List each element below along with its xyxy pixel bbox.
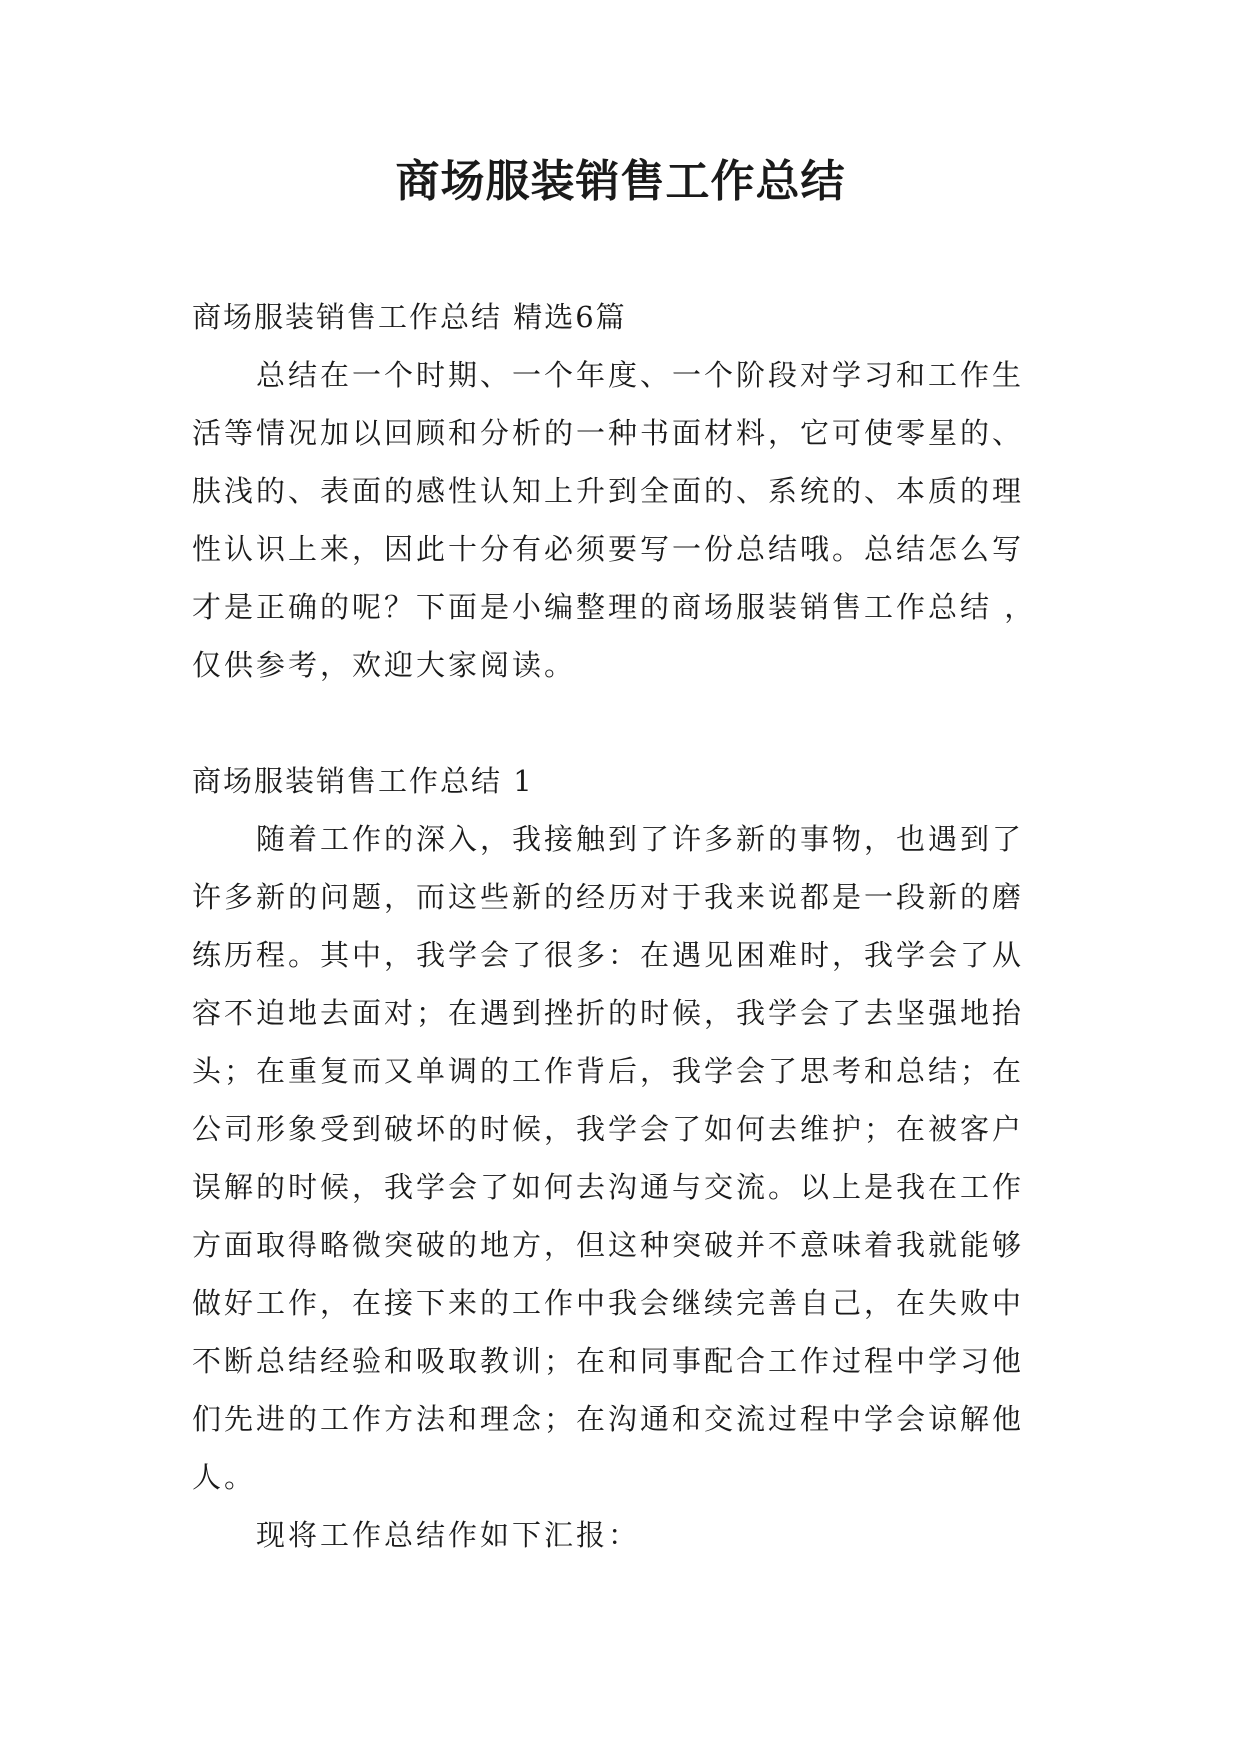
section-paragraph — [192, 810, 1072, 1506]
paragraph-line: 不断总结经验和吸取教训；在和同事配合工作过程中学习他 — [192, 1344, 1025, 1378]
section-heading: 商场服装销售工作总结 1 — [192, 764, 534, 798]
intro-line: 活等情况加以回顾和分析的一种书面材料，它可使零星的、 — [192, 416, 1025, 450]
document-title: 商场服装销售工作总结 — [395, 156, 846, 207]
paragraph-line: 公司形象受到破坏的时候，我学会了如何去维护；在被客户 — [192, 1112, 1025, 1146]
paragraph-line: 头；在重复而又单调的工作背后，我学会了思考和总结；在 — [192, 1054, 1025, 1088]
paragraph-line: 随着工作的深入，我接触到了许多新的事物，也遇到了 — [256, 822, 1025, 856]
paragraph-line: 容不迫地去面对；在遇到挫折的时候，我学会了去坚强地抬 — [192, 996, 1025, 1030]
document-body — [192, 288, 1072, 1564]
subtitle: 商场服装销售工作总结 精选6篇 — [192, 300, 627, 334]
report-intro: 现将工作总结作如下汇报： — [256, 1518, 641, 1552]
paragraph-line: 许多新的问题，而这些新的经历对于我来说都是一段新的磨 — [192, 880, 1025, 914]
intro-line: 仅供参考，欢迎大家阅读。 — [192, 648, 577, 682]
paragraph-line: 方面取得略微突破的地方，但这种突破并不意味着我就能够 — [192, 1228, 1025, 1262]
intro-paragraph — [192, 346, 1072, 694]
paragraph-line: 人。 — [192, 1460, 257, 1494]
intro-line: 肤浅的、表面的感性认知上升到全面的、系统的、本质的理 — [192, 474, 1025, 508]
intro-line: 总结在一个时期、一个年度、一个阶段对学习和工作生 — [256, 358, 1025, 392]
intro-line: 才是正确的呢？下面是小编整理的商场服装销售工作总结 ， — [192, 590, 1037, 624]
paragraph-line: 误解的时候，我学会了如何去沟通与交流。以上是我在工作 — [192, 1170, 1025, 1204]
paragraph-gap — [192, 694, 1072, 752]
intro-line: 性认识上来，因此十分有必须要写一份总结哦。总结怎么写 — [192, 532, 1025, 566]
paragraph-line: 做好工作，在接下来的工作中我会继续完善自己，在失败中 — [192, 1286, 1025, 1320]
paragraph-line: 练历程。其中，我学会了很多：在遇见困难时，我学会了从 — [192, 938, 1025, 972]
paragraph-line: 们先进的工作方法和理念；在沟通和交流过程中学会谅解他 — [192, 1402, 1025, 1436]
